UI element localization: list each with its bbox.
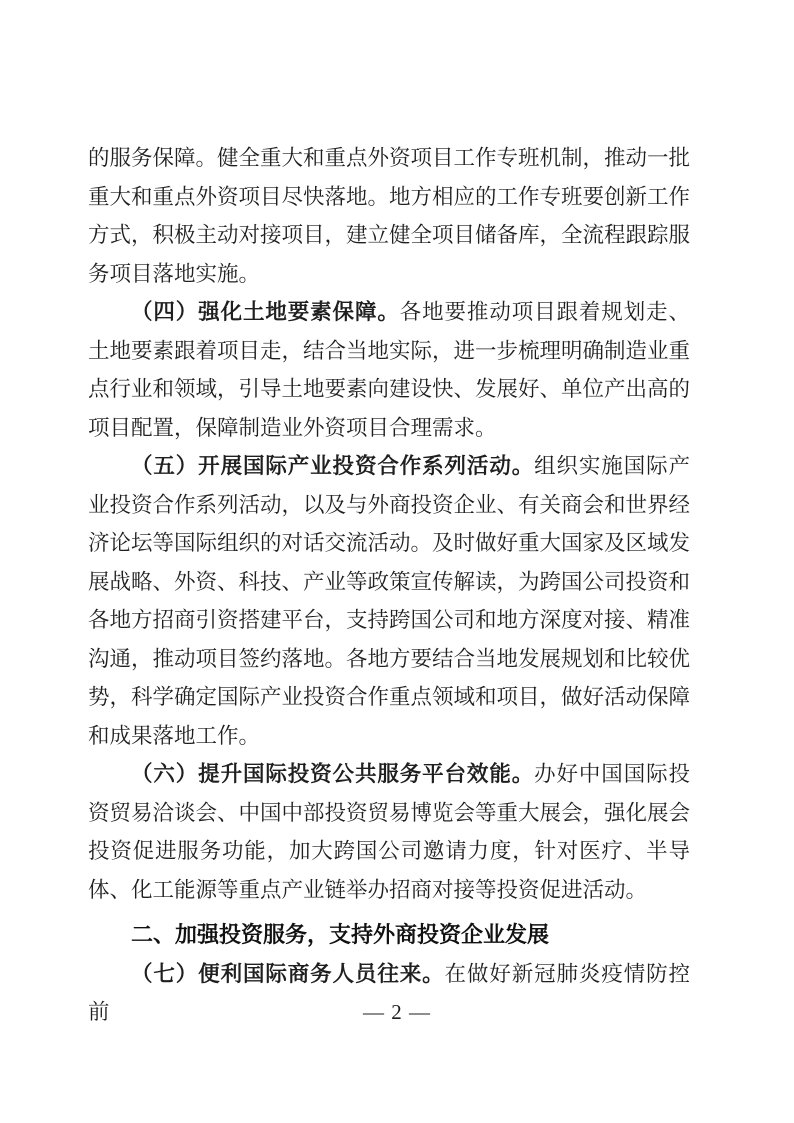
text-block	[88, 139, 690, 1032]
paragraph-text: 在做好新冠肺炎疫情防控前	[88, 961, 690, 1024]
paragraph-text: 各地要推动项目跟着规划走、土地要素跟着项目走，结合当地实际，进一步梳理明确制造业重点行业和领域，引导土地要素向建设快、发展好、单位产出高的项目配置，保障制造业外资项目合理需求。	[88, 300, 691, 440]
paragraph-lead: （七）便利国际商务人员往来。	[131, 961, 445, 986]
paragraph-item-5	[88, 447, 690, 755]
paragraph-item-4	[88, 293, 690, 447]
paragraph-text: 办好中国国际投资贸易洽谈会、中国中部投资贸易博览会等重大展会，强化展会投资促进服务功能，加大跨国公司邀请力度，针对医疗、半导体、化工能源等重点产业链举办招商对接等投资促进活动。	[88, 762, 691, 902]
paragraph-text: 组织实施国际产业投资合作系列活动，以及与外商投资企业、有关商会和世界经济论坛等国际组织的对话交流活动。及时做好重大国家及区域发展战略、外资、科技、产业等政策宣传解读，为跨国公司投资和各地方招商引资搭建平台，支持跨国公司和地方深度对接、精准沟通，推动项目签约落地。各地方要结合当地发展规划和比较优势，科学确定国际产业投资合作重点领域和项目，做好活动保障和成果落地工作。	[88, 454, 691, 748]
section-heading: 二、加强投资服务，支持外商投资企业发展	[131, 922, 550, 947]
paragraph-lead: （四）强化土地要素保障。	[131, 300, 400, 324]
page-number: — 2 —	[363, 1000, 431, 1024]
paragraph-text: 的服务保障。健全重大和重点外资项目工作专班机制，推动一批重大和重点外资项目尽快落地。地方相应的工作专班要创新工作方式，积极主动对接项目，建立健全项目储备库，全流程跟踪服务项目落地实施。	[88, 146, 691, 286]
paragraph-continuation	[88, 139, 690, 293]
paragraph-lead: （五）开展国际产业投资合作系列活动。	[131, 454, 535, 478]
paragraph-lead: （六）提升国际投资公共服务平台效能。	[131, 762, 535, 786]
paragraph-item-6	[88, 755, 690, 909]
page-footer	[0, 993, 794, 1032]
